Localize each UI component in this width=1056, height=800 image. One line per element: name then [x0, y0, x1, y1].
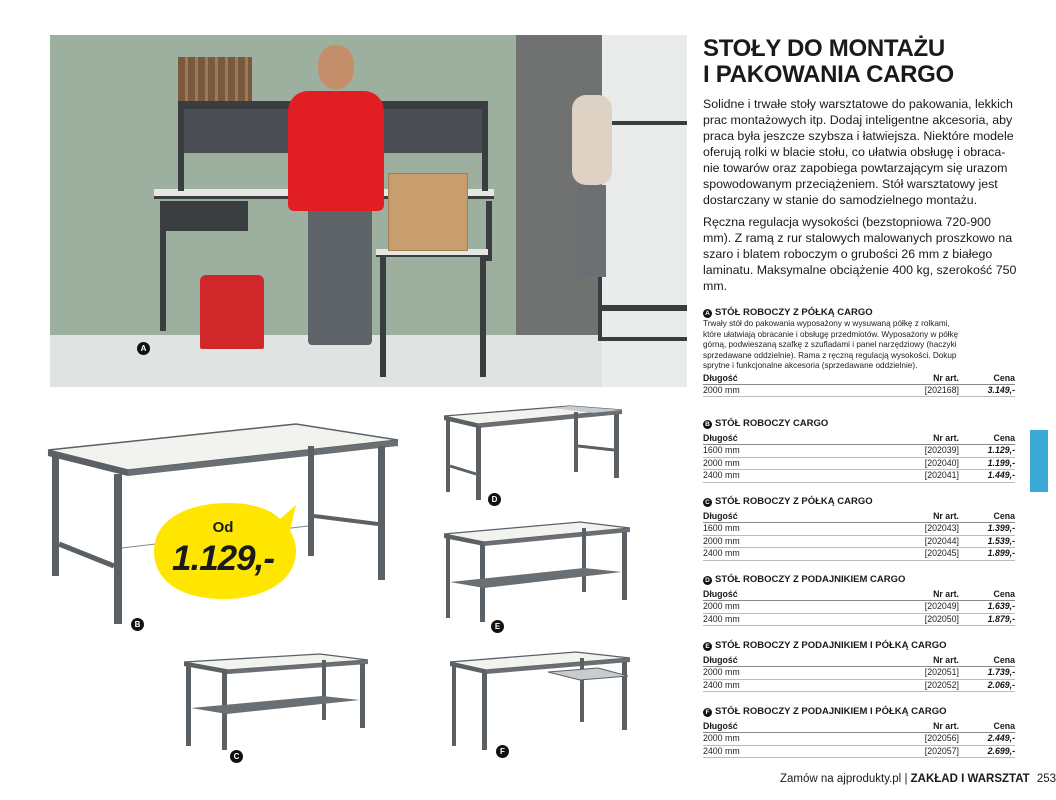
- cell-length: 2000 mm: [703, 601, 903, 614]
- footer-separator: |: [904, 773, 908, 785]
- header-length: Długość: [703, 432, 903, 445]
- cell-price: 1.639,-: [959, 601, 1015, 614]
- table-row: [703, 601, 1015, 614]
- header-length: Długość: [703, 588, 903, 601]
- cell-art: [202040]: [903, 457, 959, 470]
- description-line: sprzedawane oddzielnie). Rama z ręczną regulacją wysokości. Dokup: [703, 350, 957, 360]
- cell-price: 3.149,-: [959, 384, 1015, 397]
- cell-price: 1.129,-: [959, 445, 1015, 458]
- page-number: 253: [1036, 773, 1056, 785]
- product-section-c: [703, 496, 1015, 561]
- product-marker-e: E: [491, 620, 504, 633]
- section-letter: D: [703, 576, 712, 585]
- cell-art: [202041]: [903, 470, 959, 483]
- cell-length: 2000 mm: [703, 457, 903, 470]
- section-heading: [703, 640, 1015, 652]
- spec-line: mm.: [703, 279, 728, 293]
- cell-length: 2400 mm: [703, 470, 903, 483]
- cell-price: 1.879,-: [959, 613, 1015, 626]
- cell-price: 1.539,-: [959, 535, 1015, 548]
- header-art: Nr art.: [903, 720, 959, 733]
- product-image-d: [442, 404, 624, 504]
- cell-art: [202044]: [903, 535, 959, 548]
- header-length: Długość: [703, 654, 903, 667]
- header-art: Nr art.: [903, 510, 959, 523]
- table-row: [703, 523, 1015, 536]
- price-badge: [148, 497, 298, 605]
- header-length: Długość: [703, 510, 903, 523]
- hero-photo: [50, 35, 687, 387]
- section-heading: [703, 706, 1015, 718]
- intro-line: spowodowanym przeciążeniem. Stół warsztatowy jest: [703, 177, 998, 191]
- intro-line: nie towarów oraz zapobiega powtarzającym się urazom: [703, 161, 1008, 175]
- section-letter: C: [703, 498, 712, 507]
- product-section-b: [703, 418, 1015, 483]
- header-length: Długość: [703, 720, 903, 733]
- price-table: [703, 720, 1015, 758]
- price-table: [703, 372, 1015, 398]
- header-price: Cena: [959, 372, 1015, 385]
- spec-line: szaro i blatem roboczym o grubości 26 mm z białego: [703, 247, 993, 261]
- header-art: Nr art.: [903, 432, 959, 445]
- product-marker-b: B: [131, 618, 144, 631]
- table-row: [703, 667, 1015, 680]
- table-row: [703, 745, 1015, 758]
- section-description: [703, 319, 1015, 372]
- price-value: 1.129,-: [172, 539, 274, 578]
- spec-line: laminatu. Maksymalne obciążenie 400 kg, szerokość 750: [703, 263, 1017, 277]
- table-header-row: [703, 720, 1015, 733]
- page-footer: [780, 773, 1056, 785]
- section-heading: [703, 496, 1015, 508]
- table-row: [703, 457, 1015, 470]
- product-marker-f: F: [496, 745, 509, 758]
- price-table: [703, 432, 1015, 483]
- section-title: STÓŁ ROBOCZY Z PÓŁKĄ CARGO: [715, 307, 873, 318]
- cell-price: 1.899,-: [959, 548, 1015, 561]
- product-section-f: [703, 706, 1015, 758]
- product-image-f: [448, 650, 634, 754]
- header-art: Nr art.: [903, 588, 959, 601]
- cell-art: [202051]: [903, 667, 959, 680]
- table-row: [703, 613, 1015, 626]
- table-row: [703, 733, 1015, 746]
- cell-art: [202050]: [903, 613, 959, 626]
- section-letter: B: [703, 420, 712, 429]
- title-line: STOŁY DO MONTAŻU: [703, 35, 945, 62]
- section-title: STÓŁ ROBOCZY Z PÓŁKĄ CARGO: [715, 496, 873, 507]
- section-heading: [703, 574, 1015, 586]
- intro-line: Solidne i trwałe stoły warsztatowe do pakowania, lekkich: [703, 97, 1013, 111]
- table-row: [703, 384, 1015, 397]
- cell-art: [202168]: [903, 384, 959, 397]
- product-section-e: [703, 640, 1015, 692]
- intro-line: oferują rolki w blacie stołu, co ułatwia obsługę i obraca-: [703, 145, 1006, 159]
- cell-art: [202043]: [903, 523, 959, 536]
- header-art: Nr art.: [903, 654, 959, 667]
- section-heading: [703, 307, 1015, 319]
- cell-art: [202049]: [903, 601, 959, 614]
- cell-length: 2400 mm: [703, 745, 903, 758]
- table-header-row: [703, 654, 1015, 667]
- header-length: Długość: [703, 372, 903, 385]
- table-header-row: [703, 588, 1015, 601]
- spec-line: mm). Z ramą z rur stalowych malowanych proszkowo na: [703, 231, 1013, 245]
- section-title: STÓŁ ROBOCZY Z PODAJNIKIEM I PÓŁKĄ CARGO: [715, 640, 947, 651]
- price-table: [703, 654, 1015, 692]
- table-row: [703, 548, 1015, 561]
- section-letter: A: [703, 309, 712, 318]
- section-letter: E: [703, 642, 712, 651]
- cell-length: 1600 mm: [703, 445, 903, 458]
- table-row: [703, 445, 1015, 458]
- intro-paragraph: [703, 96, 1021, 208]
- title-line: I PAKOWANIA CARGO: [703, 61, 954, 88]
- product-marker-c: C: [230, 750, 243, 763]
- product-image-e: [442, 520, 632, 624]
- description-line: górną, podwieszaną szafkę z szufladami i panel narzędziowy (haczyki: [703, 340, 957, 349]
- cell-length: 2000 mm: [703, 667, 903, 680]
- intro-line: dostarczany w stanie do samodzielnego montażu.: [703, 193, 978, 207]
- spec-paragraph: [703, 214, 1021, 294]
- price-table: [703, 510, 1015, 561]
- header-price: Cena: [959, 654, 1015, 667]
- cell-price: 1.399,-: [959, 523, 1015, 536]
- description-line: sprytne i funkcjonalne akcesoria (sprzedawane oddzielnie).: [703, 361, 918, 370]
- intro-line: praca była jeszcze szybsza i łatwiejsza. Niektóre modele: [703, 129, 1014, 143]
- description-line: które ułatwiają obracanie i obsługę przedmiotów. Wyposażony w półkę: [703, 329, 959, 339]
- cell-length: 2000 mm: [703, 384, 903, 397]
- header-price: Cena: [959, 510, 1015, 523]
- cell-price: 2.449,-: [959, 733, 1015, 746]
- order-link[interactable]: Zamów na ajprodukty.pl: [780, 773, 902, 785]
- section-letter: F: [703, 708, 712, 717]
- photo-marker-a: A: [137, 342, 150, 355]
- cell-length: 1600 mm: [703, 523, 903, 536]
- price-prefix: Od: [212, 519, 234, 536]
- section-title: STÓŁ ROBOCZY CARGO: [715, 418, 829, 429]
- product-marker-d: D: [488, 493, 501, 506]
- description-line: Trwały stół do pakowania wyposażony w wysuwaną półkę z rolkami,: [703, 319, 950, 328]
- table-row: [703, 470, 1015, 483]
- footer-section: ZAKŁAD I WARSZTAT: [910, 773, 1030, 785]
- section-tab: [1030, 430, 1048, 492]
- product-section-a: [703, 307, 1015, 397]
- table-header-row: [703, 510, 1015, 523]
- cell-length: 2000 mm: [703, 535, 903, 548]
- product-section-d: [703, 574, 1015, 626]
- page-title: [703, 36, 1003, 88]
- cell-price: 1.739,-: [959, 667, 1015, 680]
- section-heading: [703, 418, 1015, 430]
- header-art: Nr art.: [903, 372, 959, 385]
- product-image-c: [182, 652, 370, 752]
- cell-price: 2.069,-: [959, 679, 1015, 692]
- cell-length: 2400 mm: [703, 548, 903, 561]
- header-price: Cena: [959, 588, 1015, 601]
- table-header-row: [703, 372, 1015, 385]
- header-price: Cena: [959, 720, 1015, 733]
- intro-line: prac montażowych itp. Dodaj inteligentne akcesoria, aby: [703, 113, 1013, 127]
- section-title: STÓŁ ROBOCZY Z PODAJNIKIEM I PÓŁKĄ CARGO: [715, 706, 947, 717]
- cell-price: 1.199,-: [959, 457, 1015, 470]
- cell-art: [202057]: [903, 745, 959, 758]
- cell-price: 2.699,-: [959, 745, 1015, 758]
- cell-art: [202045]: [903, 548, 959, 561]
- table-row: [703, 679, 1015, 692]
- cell-art: [202056]: [903, 733, 959, 746]
- price-table: [703, 588, 1015, 626]
- cell-art: [202039]: [903, 445, 959, 458]
- spec-line: Ręczna regulacja wysokości (bezstopniowa 720-900: [703, 215, 991, 229]
- section-title: STÓŁ ROBOCZY Z PODAJNIKIEM CARGO: [715, 574, 906, 585]
- cell-art: [202052]: [903, 679, 959, 692]
- header-price: Cena: [959, 432, 1015, 445]
- cell-length: 2400 mm: [703, 679, 903, 692]
- cell-length: 2400 mm: [703, 613, 903, 626]
- table-row: [703, 535, 1015, 548]
- cell-length: 2000 mm: [703, 733, 903, 746]
- table-header-row: [703, 432, 1015, 445]
- cell-price: 1.449,-: [959, 470, 1015, 483]
